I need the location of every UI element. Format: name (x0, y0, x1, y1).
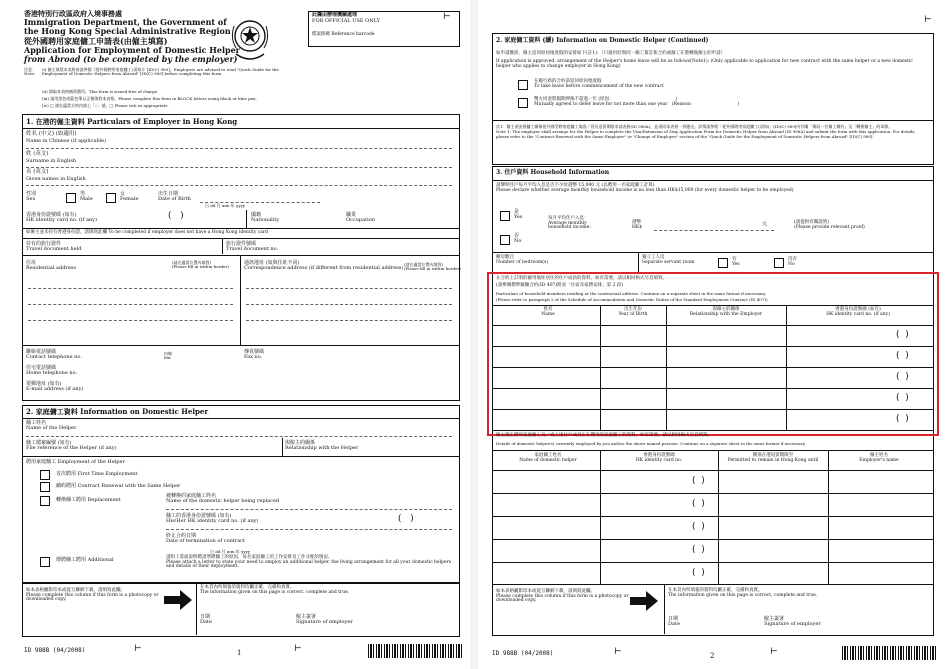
address-line-1[interactable] (28, 288, 233, 289)
label-signature-p2: 僱主簽署 Signature of employer (764, 616, 821, 628)
official-use-zh: 此欄由辦理機關處理 (312, 12, 358, 18)
section-2-heading: 2. 家庭傭工資料 Information on Domestic Helper (26, 407, 209, 416)
label-address: 住址 Residential address (26, 260, 76, 272)
label-income-no: 否 No (514, 233, 522, 245)
label-relationship: 與僱主的關係 Relationship with the Helper (285, 440, 359, 452)
helpers-intro-zh: 僱主現正聘用家庭傭工及／或上述住戶成員正在聘用的家庭傭工的資料。如有需要，請以相同格式另頁填寫。 (496, 433, 712, 438)
renewal-checkbox[interactable] (40, 482, 50, 492)
label-nationality: 國籍 Nationality (251, 212, 280, 224)
helper-hkid-paren-4: ( ) (692, 545, 705, 555)
helper-name-field[interactable] (26, 436, 452, 437)
income-no-checkbox[interactable] (500, 235, 510, 245)
servant-room-yes-checkbox[interactable] (718, 258, 728, 268)
hkid-paren-row-2: ( ) (896, 351, 909, 361)
avg-income-field[interactable] (654, 230, 774, 231)
label-email: 電郵地址 (如有) E-mail address (if any) (26, 381, 84, 393)
address-line-2[interactable] (28, 304, 233, 305)
label-yuan: 元 (762, 221, 768, 227)
helpers-intro-en: Details of domestic helper(s) currently employed by you and/or the above named persons. Continue on a separate sheet in the same format if necessary. (496, 441, 806, 446)
additional-checkbox[interactable] (40, 557, 50, 567)
members-intro-zh-2: (請參閱標準僱傭合約(ID 407)附表「住宿及家務安排」第 2 段) (496, 283, 624, 288)
helpers-col-remain: 獲准在港逗留期限至 Permitted to remain in Hong Kong until (727, 453, 819, 463)
label-proof: (請提供有關證明) (Please provide relevant proof) (794, 220, 865, 230)
hkid-paren-row-3: ( ) (896, 372, 909, 382)
corr-address-line-2[interactable] (246, 304, 452, 305)
note-4: (iv) □ 請在適當方格內填上「✓」號。□ Please tick as appropriate. (42, 103, 169, 108)
helper-hkid-paren-5: ( ) (692, 568, 705, 578)
label-female: 女 Female (120, 191, 139, 203)
helpers-col-employer: 僱主姓名 Employer's name (859, 453, 899, 463)
section-3-heading: 3. 住戶資料 Household Information (496, 169, 610, 176)
photocopy-note: 如本表格屬影印本或從互聯網下載，請填寫此欄。 Please complete this column if this form is a photocopy or downloaded copy. (26, 588, 159, 603)
label-fax: 傳真號碼 Fax no. (244, 349, 265, 361)
registration-mark-icon-3: ⊢ (614, 647, 622, 657)
label-name-zh: 姓名 (中文) (如適用) (26, 131, 77, 137)
label-signature: 僱主簽署 Signature of employer (296, 614, 353, 626)
defer-leave-checkbox[interactable] (518, 98, 528, 108)
notes-label: 注意： Note: (24, 67, 36, 77)
registration-mark-icon: ⊢ (134, 644, 142, 654)
label-helper-name: 傭工姓名 Name of the Helper (26, 420, 77, 432)
label-hkid: 香港身份證號碼 (如有) HK identity card no. (if any) (26, 212, 97, 224)
label-dob: 出生日期 Date of Birth (158, 191, 191, 203)
members-col-name: 姓名 Name (541, 307, 555, 317)
income-question: 請聲明住戶每月平均入息是否不少於港幣 15,000 元 (以聘用一名家庭傭工計算) Please declare whether average monthly household income is no less than HK$15,000 (for every domestic helper to be employed) (496, 183, 794, 193)
members-col-relationship: 與僱主的關係 Relationship with the Employer (689, 307, 763, 317)
label-name-zh-en: Name in Chinese (if applicable) (26, 138, 107, 144)
given-name-field[interactable] (26, 185, 452, 186)
form-title-en-1: Application for Employment of Domestic Helper (24, 45, 240, 55)
members-intro-en-2: (Please refer to paragraph 2 of the Schedule of Accommodation and Domestic Duties of the Standard Employment Contract (ID 407)) (496, 297, 768, 302)
label-termination: 終止合約日期 Date of termination of contract (166, 533, 245, 545)
arrow-right-icon (164, 590, 192, 610)
no-hkid-note: 如僱主並未持有香港身份證，請填寫此欄 To be completed if employer does not have a Hong Kong identity card (26, 230, 269, 235)
label-given: 名 (英文) (26, 169, 49, 175)
label-date: 日期 Date (200, 614, 212, 626)
first-time-checkbox[interactable] (40, 470, 50, 480)
label-hkd: 港幣 HK$ (632, 220, 643, 230)
page-1-barcode (368, 644, 462, 658)
corr-address-line-3[interactable] (246, 320, 452, 321)
label-given-en: Given names in English (26, 176, 86, 182)
income-yes-checkbox[interactable] (500, 211, 510, 221)
label-leave-before: 在履行新的合約前返回原居地度假 To take leave before commencement of the new contract (534, 79, 664, 89)
label-travel-doc: 持有的旅行證件 Travel document held (26, 241, 82, 253)
label-ext: 內線 Ext. (164, 351, 173, 361)
dept-title-zh: 香港特別行政區政府入境事務處 (24, 9, 122, 18)
note-1: (i) 僱主填寫本表格前請參閱《從外國聘用家庭傭工(須知)》[ID(C) 989]。Employers are advised to read "Quick Guide for the Employment of Domestic Helpers from Abroad" [ID(C) 989] before completing this form. (42, 67, 279, 77)
highlight-rectangle (487, 272, 939, 436)
label-contact-tel: 聯絡電話號碼 Contact telephone no. (26, 349, 82, 361)
page-number: 1 (237, 649, 242, 657)
servant-room-no-checkbox[interactable] (774, 258, 784, 268)
label-servant-yes: 有 Yes (732, 257, 740, 267)
page-number-p2: 2 (710, 652, 715, 660)
label-home-tel: 住宅電話號碼 Home telephone no. (26, 365, 78, 377)
dob-format: 日 dd 月 mm 年 yyyy (205, 203, 246, 208)
corner-mark-icon-p2: ⊢ (924, 15, 932, 25)
table-row (492, 562, 933, 563)
sex-male-checkbox[interactable] (66, 193, 76, 203)
table-row (492, 516, 933, 517)
additional-note: 請附上書面說明聘請增聘傭工的原因，每名家庭傭工的工作安排及工作分配的情況。 Please attach a letter to state your need to employ an additional helper, the living arrangement for all your domestic helpers and details of their deployment. (166, 555, 452, 570)
address-line-3[interactable] (28, 320, 233, 321)
form-page-1 (0, 0, 470, 669)
label-sex: 性別 Sex (26, 191, 37, 203)
note-1-text: 註1：僱主須安排傭工續簽從外國受聘家庭傭工簽證／延長逗留期限申請表格(ID 988A)，並須同本表格一併遞交。詳情請參閱「從外國聘用家庭傭工(須知)」[ID(C) 989]內有關「與同一位僱工續約」及「轉換僱主」的章節。 Note 1: The employer shall arrange for the Helper to complete the Visa/Extension of Stay Application Form for Domestic Helper from Abroad (ID 988A) and submit the form with this application. For details, please refer to the "Contract Renewal with the Same Employer" or "Change of Employer" section of the "Quick Guide for the Employment of Domestic Helpers from Abroad" [ID(C) 989]. (496, 124, 916, 139)
label-first-time: 首次聘用 First Time Employment (56, 471, 138, 477)
table-row (492, 539, 933, 540)
home-leave-intro-en: If application is approved, arrangement of the Helper's home leave will be as follows(Note1): (Only applicable to application for new contract with the same helper or a new domestic helper who applies to change employer in Hong Kong) (496, 59, 913, 69)
confirm-note: 在本頁內所填報的資料均屬正確，完備和真實。 The information given on this page is correct, complete and true. (200, 585, 350, 595)
label-file-ref: 傭工檔案編號 (如有) File reference of the Helper (if any) (26, 440, 117, 452)
helper-hkid-paren-3: ( ) (692, 522, 705, 532)
surname-field[interactable] (26, 167, 452, 168)
termination-format: 日 dd 月 mm 年 yyyy (210, 549, 251, 554)
leave-before-checkbox[interactable] (518, 80, 528, 90)
label-bedrooms: 睡房數目 Number of bedroom(s) (496, 255, 549, 265)
note-2: (ii) 填取本表格無需費用。This form is issued free of charge. (42, 89, 159, 94)
label-surname-en: Surname in English (26, 158, 76, 164)
label-travel-doc-no: 旅行證件號碼 Travel document no. (226, 241, 279, 253)
section-1-frame (22, 114, 460, 401)
label-replacement: 轉換傭工聘用 Replacement (56, 497, 121, 503)
label-replaced-name: 被轉換的家庭傭工姓名 Name of the domestic helper being replaced (166, 493, 280, 505)
dept-title-en-1: Immigration Department, the Government of (24, 17, 227, 27)
sex-female-checkbox[interactable] (106, 193, 116, 203)
label-renewal: 續約聘用 Contract Renewal with the Same Helper (56, 483, 181, 489)
helpers-col-hkid: 香港身份證號碼 HK identity card no. (635, 453, 683, 463)
label-surname: 姓 (英文) (26, 151, 49, 157)
label-avg-income: 每月平均住戶入息： Average monthly household income: (548, 216, 591, 231)
label-date-p2: 日期 Date (668, 616, 680, 628)
label-servant-room: 獨立工人房 Separate servant room (642, 255, 695, 265)
replaced-name-field[interactable] (166, 509, 452, 510)
form-number-p2: ID 988B (04/2008) (492, 650, 554, 657)
replaced-hkid-field[interactable] (166, 529, 452, 530)
replacement-checkbox[interactable] (40, 496, 50, 506)
label-additional: 增聘傭工聘用 Additional (56, 557, 114, 563)
label-occupation: 職業 Occupation (346, 212, 375, 224)
helpers-col-name: 家庭傭工姓名 Name of domestic helper (519, 453, 577, 463)
helper-hkid-paren-1: ( ) (692, 476, 705, 486)
members-col-hkid: 香港身份證號碼 (如有) HK identity card no. (if any) (826, 307, 890, 317)
form-title-zh: 從外國聘用家庭傭工申請表(由僱主填寫) (24, 36, 168, 46)
hkid-paren-row-4: ( ) (896, 393, 909, 403)
helper-hkid-paren-2: ( ) (692, 499, 705, 509)
members-intro-en-1: Particulars of household members residing at the contractual address. Continue on a separate sheet in the same format if necessary. (496, 291, 767, 296)
dept-title-en-2: the Hong Kong Special Administrative Region (24, 26, 231, 36)
section-1-heading: 1. 在港的僱主資料 Particulars of Employer in Hong Kong (26, 117, 238, 126)
corr-address-line-1[interactable] (246, 288, 452, 289)
table-row (492, 493, 933, 494)
confirm-note-p2: 在本頁內所填報的資料均屬正確，完備和真實。 The information given on this page is correct, complete and true. (668, 588, 818, 598)
registration-mark-icon-2: ⊢ (294, 644, 302, 654)
photocopy-note-p2: 如本表格屬影印本或從互聯網下載，請填寫此欄。 Please complete this column if this form is a photocopy or downloaded copy. (496, 589, 629, 604)
section-2-cont-heading: 2. 家庭傭工資料 (續) Information on Domestic Helper (Continued) (496, 37, 709, 44)
members-intro-zh-1: 在合約上訂明的僱用地址居住的住戶成員的資料。如有需要，請以相同格式另頁填寫。 (496, 276, 667, 281)
form-title-en-2: from Abroad (to be completed by the employer) (24, 54, 238, 64)
official-use-en: FOR OFFICIAL USE ONLY (312, 18, 380, 24)
hkid-paren: ( ) (168, 211, 184, 221)
label-replaced-hkid: 傭工的香港身份證號碼 (如有) His/Her HK identity card no. (if any) (166, 513, 259, 525)
label-male: 男 Male (80, 191, 93, 203)
home-leave-intro: 如申請獲准，僱主返回原居地度假的安排如下(註1)：（只適用於與同一僱工簽訂新合約或僱工在港轉換僱主的申請） (496, 51, 726, 56)
page-2-barcode (842, 646, 938, 660)
label-income-yes: 是 Yes (514, 209, 523, 221)
members-col-yob: 出生年份 Year of Birth (618, 307, 648, 317)
label-corr-address: 通訊地址 (如與住址不同) Correspondence address (if different from residential address) (244, 260, 404, 272)
dob-field[interactable] (200, 202, 320, 203)
note-3: (iii) 請用黑色或藍色筆以正楷填寫本表格。Please complete this form in BLOCK letters using black or blue pen. (42, 96, 257, 101)
replaced-hkid-paren: ( ) (398, 514, 414, 524)
label-employment: 聘用家庭傭工 Employment of the Helper (26, 459, 125, 465)
reference-barcode-label: 檔案條碼 Reference barcode (312, 32, 375, 37)
label-servant-no: 沒有 No (788, 257, 797, 267)
registration-mark-icon-4: ⊢ (770, 647, 778, 657)
hkid-paren-row-1: ( ) (896, 330, 909, 340)
hkid-paren-row-5: ( ) (896, 414, 909, 424)
name-zh-field[interactable] (26, 148, 452, 149)
corr-address-note: (請在適當位置內填寫) (Please fill in within border) (404, 262, 461, 272)
form-number: ID 988B (04/2008) (24, 647, 86, 654)
corner-mark-icon: ⊢ (443, 12, 451, 22)
page-gutter (470, 0, 478, 669)
arrow-right-icon (630, 591, 658, 611)
form-page-2 (478, 0, 947, 669)
label-defer-leave: 雙方同意將假期押後不超過一年 (原因： ) Mutually agreed to defer leave for not more than one year (Reason: ) (534, 97, 740, 107)
address-note: (請在適當位置內填寫) (Please fill in within border) (172, 260, 229, 270)
